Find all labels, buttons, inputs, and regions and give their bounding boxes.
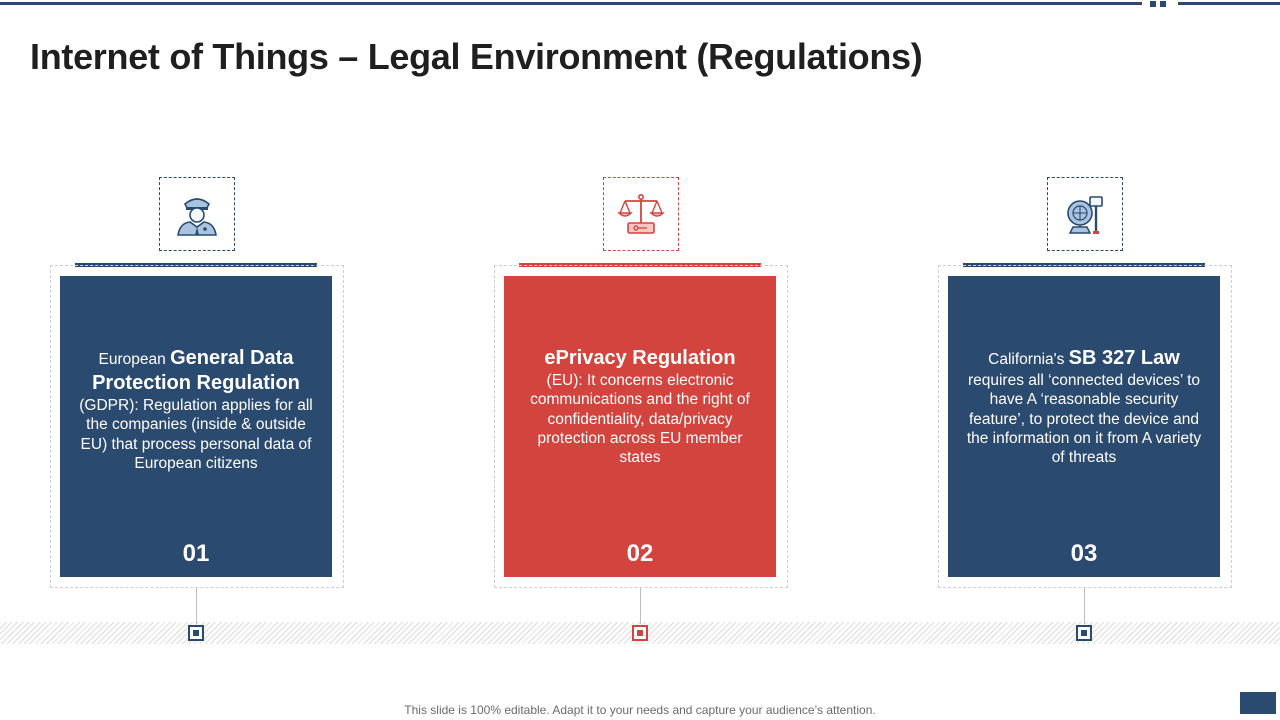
police-officer-icon-box (159, 177, 235, 251)
slide-title: Internet of Things – Legal Environment (Regulations) (30, 36, 923, 77)
card-2-highlight: ePrivacy Regulation (544, 347, 736, 369)
timeline-node-2 (632, 625, 648, 641)
scales-icon-box (603, 177, 679, 251)
card-3-text (966, 346, 1202, 467)
top-rule-right (1178, 2, 1280, 5)
card-3-highlight: SB 327 Law (1068, 347, 1180, 369)
gavel-globe-icon (1060, 189, 1110, 239)
card-1 (60, 276, 332, 577)
card-2-number: 02 (626, 540, 654, 567)
card-3-prefix: California's (988, 351, 1069, 368)
card-2-text (522, 346, 758, 467)
card-1-number: 01 (182, 540, 210, 567)
connector-1 (196, 588, 197, 624)
card-2-body: (EU): It concerns electronic communications and the right of confidentiality, data/privacy protection across EU member states (530, 372, 750, 467)
top-marks (1150, 1, 1170, 7)
card-1-prefix: European (98, 351, 171, 368)
top-rule (0, 2, 1142, 5)
connector-3 (1084, 588, 1085, 624)
gavel-icon-box (1047, 177, 1123, 251)
connector-2 (640, 588, 641, 624)
card-1-body: (GDPR): Regulation applies for all the companies (inside & outside EU) that process personal data of European citizens (79, 397, 313, 472)
timeline-node-1 (188, 625, 204, 641)
scales-of-justice-icon (616, 189, 666, 239)
card-1-text (78, 346, 314, 473)
card-3-body: requires all ‘connected devices’ to have A ‘reasonable security feature’, to protect the device and the information on it from A variety of threats (966, 372, 1202, 467)
police-officer-icon (172, 189, 222, 239)
timeline-node-3 (1076, 625, 1092, 641)
card-1-highlight: General Data Protection Regulation (92, 347, 300, 394)
footer-note: This slide is 100% editable. Adapt it to your needs and capture your audience’s attention. (404, 703, 876, 717)
corner-block (1240, 692, 1276, 714)
card-3-number: 03 (1070, 540, 1098, 567)
card-2 (504, 276, 776, 577)
card-3 (948, 276, 1220, 577)
